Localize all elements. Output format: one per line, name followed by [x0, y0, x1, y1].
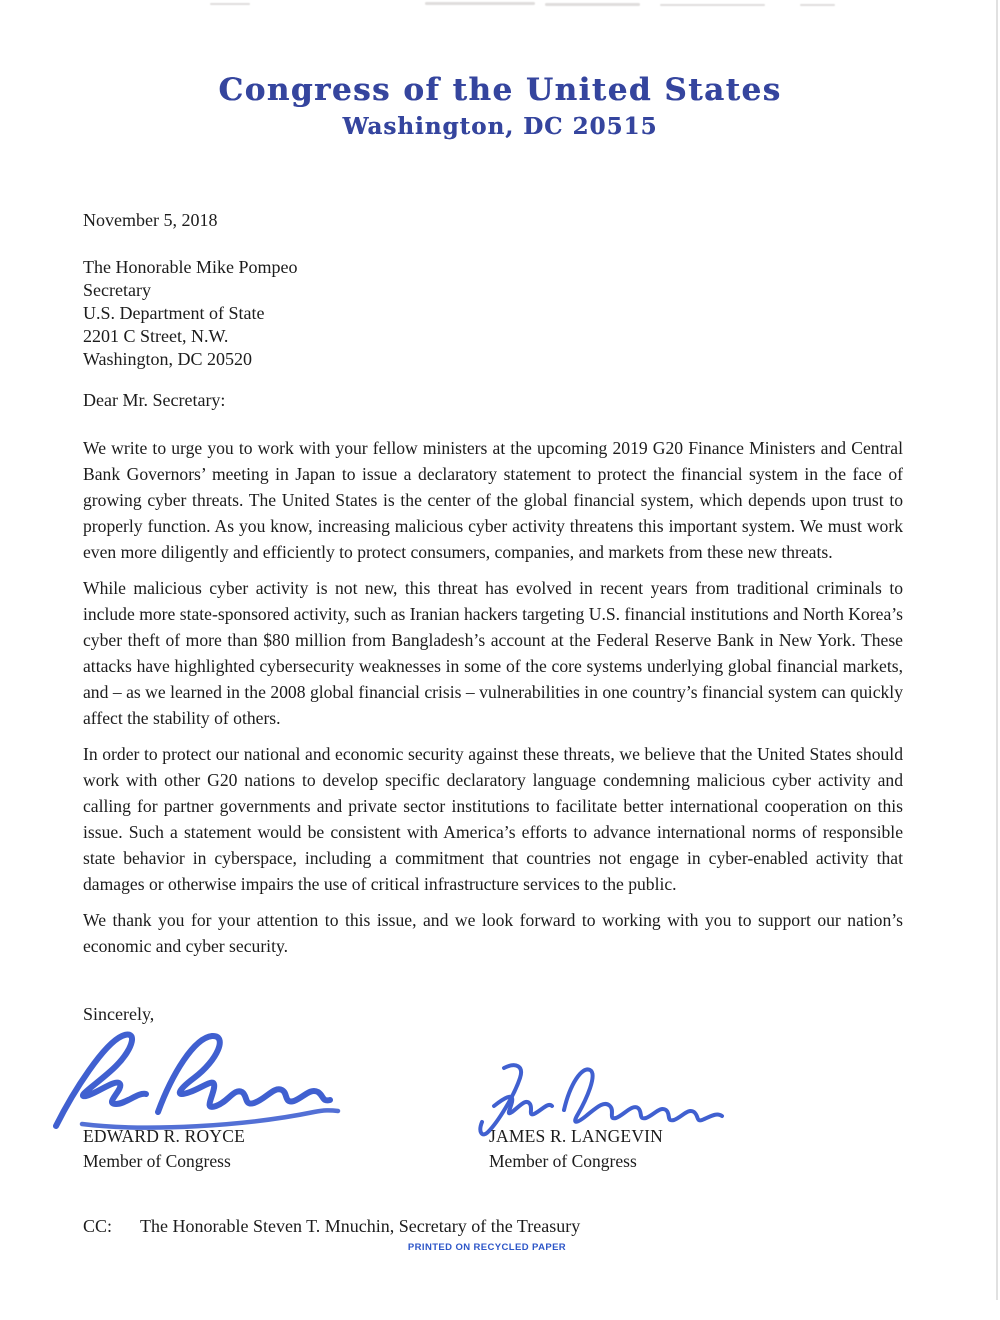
cc-line — [83, 1216, 580, 1237]
scan-noise-mark — [660, 4, 765, 6]
recipient-line: The Honorable Mike Pompeo — [83, 257, 298, 277]
paragraph-1: We write to urge you to work with your fellow ministers at the upcoming 2019 G20 Finance Ministers and Central Bank Governors’ meeting in Japan to issue a declaratory statement to protect the financial system in the face of growing cyber threats. The United States is the center of the global financial system, which depends upon trust to properly function. As you know, increasing malicious cyber activity threatens this important system. We must work even more diligently and efficiently to protect consumers, companies, and markets from these new threats. — [83, 438, 903, 562]
signer-title: Member of Congress — [83, 1151, 231, 1171]
closing: Sincerely, — [83, 1004, 155, 1024]
recycled-paper-note: PRINTED ON RECYCLED PAPER — [407, 1242, 567, 1253]
salutation: Dear Mr. Secretary: — [83, 390, 226, 410]
scan-noise-mark — [210, 3, 250, 5]
paragraph-2: While malicious cyber activity is not new, this threat has evolved in recent years from traditional criminals to include more state-sponsored activity, such as Iranian hackers targeting U.S. financial institutions and North Korea’s cyber theft of more than $80 million from Bangladesh’s account at the Federal Reserve Bank in New York. These attacks have highlighted cybersecurity weaknesses in some of the core systems underlying global financial markets, and – as we learned in the 2008 global financial crisis – vulnerabilities in one country’s financial system can quickly affect the stability of others. — [83, 578, 903, 728]
signer-title: Member of Congress — [489, 1151, 637, 1171]
signer-name: JAMES R. LANGEVIN — [489, 1126, 664, 1146]
signer-royce — [83, 1124, 245, 1174]
letter-date: November 5, 2018 — [83, 210, 218, 230]
recipient-line: U.S. Department of State — [83, 303, 265, 323]
letterhead-address: Washington, DC 20515 — [342, 113, 658, 140]
recipient-line: 2201 C Street, N.W. — [83, 326, 229, 346]
recipient-line: Washington, DC 20520 — [83, 349, 253, 369]
scan-noise-mark — [545, 3, 640, 6]
scan-noise-mark — [425, 2, 535, 5]
cc-label: CC: — [83, 1216, 113, 1236]
letterhead-title: Congress of the United States — [218, 72, 782, 108]
paragraph-3: In order to protect our national and economic security against these threats, we believe that the United States should work with other G20 nations to develop specific declaratory language condemning malicious cyber activity and calling for partner governments and private sector institutions to facilitate better international cooperation on this issue. Such a statement would be consistent with America’s efforts to advance international norms of responsible state behavior in cyberspace, including a commitment that countries not engage in cyber-enabled activity that damages or otherwise impairs the use of critical infrastructure services to the public. — [83, 744, 903, 894]
signer-name: EDWARD R. ROYCE — [83, 1126, 245, 1146]
letter-body — [83, 435, 903, 969]
paragraph-4: We thank you for your attention to this issue, and we look forward to working with you to support our nation’s economic and cyber security. — [83, 910, 903, 956]
scan-edge-line — [996, 0, 998, 1300]
cc-text: The Honorable Steven T. Mnuchin, Secretary of the Treasury — [140, 1216, 581, 1236]
letterhead — [0, 72, 1000, 140]
royce-signature — [46, 1026, 346, 1131]
recipient-line: Secretary — [83, 280, 151, 300]
signer-langevin — [489, 1124, 663, 1174]
scan-noise-mark — [800, 4, 835, 6]
recipient-address — [83, 256, 297, 371]
